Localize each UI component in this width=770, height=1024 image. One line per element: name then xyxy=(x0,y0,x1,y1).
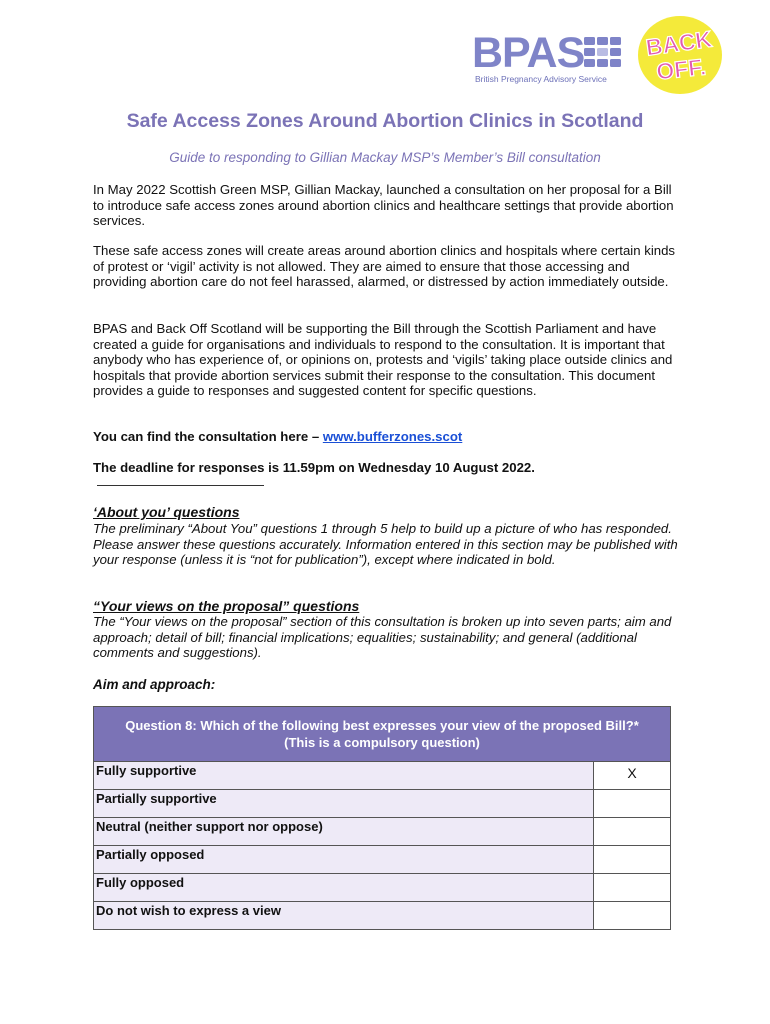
about-you-text: The preliminary “About You” questions 1 through 5 help to build up a picture of who has responded. Please answer these questions accurately. Information entered in this section may be published with your response (unless it is “not for publication”), except where indicated in bold. xyxy=(93,521,678,567)
bpas-logo-text: BPAS xyxy=(472,29,585,77)
bpas-logo-grid-icon xyxy=(584,37,622,67)
question-8-table xyxy=(93,706,671,930)
bpas-logo xyxy=(472,30,624,88)
divider xyxy=(97,485,264,486)
table-row xyxy=(94,874,671,902)
deadline-text: The deadline for responses is 11.59pm on Wednesday 10 August 2022. xyxy=(93,460,535,475)
page-subtitle: Guide to responding to Gillian Mackay MSP’s Member’s Bill consultation xyxy=(169,150,601,165)
question-8-compulsory-note: (This is a compulsory question) xyxy=(284,735,480,750)
option-mark-cell[interactable] xyxy=(594,818,671,846)
option-mark-cell[interactable] xyxy=(594,790,671,818)
option-mark-cell[interactable] xyxy=(594,846,671,874)
question-8-header xyxy=(94,707,671,762)
option-label: Fully supportive xyxy=(94,762,594,790)
your-views-text: The “Your views on the proposal” section of this consultation is broken up into seven parts; aim and approach; detail of bill; financial implications; equalities; sustainability; and general (additional comments and suggestions). xyxy=(93,614,672,660)
table-row xyxy=(94,790,671,818)
table-row xyxy=(94,846,671,874)
bpas-logo-subtitle: British Pregnancy Advisory Service xyxy=(475,74,607,84)
back-off-logo-line1: BACK xyxy=(644,25,714,61)
consultation-link[interactable]: www.bufferzones.scot xyxy=(322,429,463,444)
option-label: Neutral (neither support nor oppose) xyxy=(94,818,594,846)
option-mark-cell[interactable] xyxy=(594,874,671,902)
option-mark-cell[interactable]: X xyxy=(594,762,671,790)
option-label: Do not wish to express a view xyxy=(94,902,594,930)
table-row xyxy=(94,762,671,790)
consultation-line xyxy=(93,429,683,445)
back-off-logo-line2: OFF. xyxy=(655,53,708,85)
intro-paragraph: In May 2022 Scottish Green MSP, Gillian Mackay, launched a consultation on her proposal for a Bill to introduce safe access zones around abortion clinics and healthcare settings that provide abortion services. xyxy=(93,182,674,228)
table-row xyxy=(94,818,671,846)
option-label: Partially supportive xyxy=(94,790,594,818)
option-mark-cell[interactable] xyxy=(594,902,671,930)
your-views-heading: “Your views on the proposal” questions xyxy=(93,598,360,614)
question-8-text: Question 8: Which of the following best expresses your view of the proposed Bill?* xyxy=(125,718,639,733)
page-title: Safe Access Zones Around Abortion Clinics in Scotland xyxy=(126,110,644,132)
back-off-logo xyxy=(637,15,723,95)
aim-approach-heading: Aim and approach: xyxy=(93,677,216,692)
table-row xyxy=(94,902,671,930)
option-label: Fully opposed xyxy=(94,874,594,902)
support-paragraph: BPAS and Back Off Scotland will be supporting the Bill through the Scottish Parliament and have created a guide for organisations and individuals to respond to the consultation. It is important that anybody who has experience of, or opinions on, protests and ‘vigils’ taking place outside clinics and hospitals that provide abortion services submit their response to the consultation. This document provides a guide to responses and suggested content for specific questions. xyxy=(93,321,673,398)
safe-zones-paragraph: These safe access zones will create areas around abortion clinics and hospitals where certain kinds of protest or ‘vigil’ activity is not allowed. They are aimed to ensure that those accessing and providing abortion care do not feel harassed, alarmed, or distressed by action immediately outside. xyxy=(93,243,676,289)
about-you-heading: ‘About you’ questions xyxy=(93,504,240,520)
option-label: Partially opposed xyxy=(94,846,594,874)
consultation-prefix: You can find the consultation here – xyxy=(93,429,323,444)
